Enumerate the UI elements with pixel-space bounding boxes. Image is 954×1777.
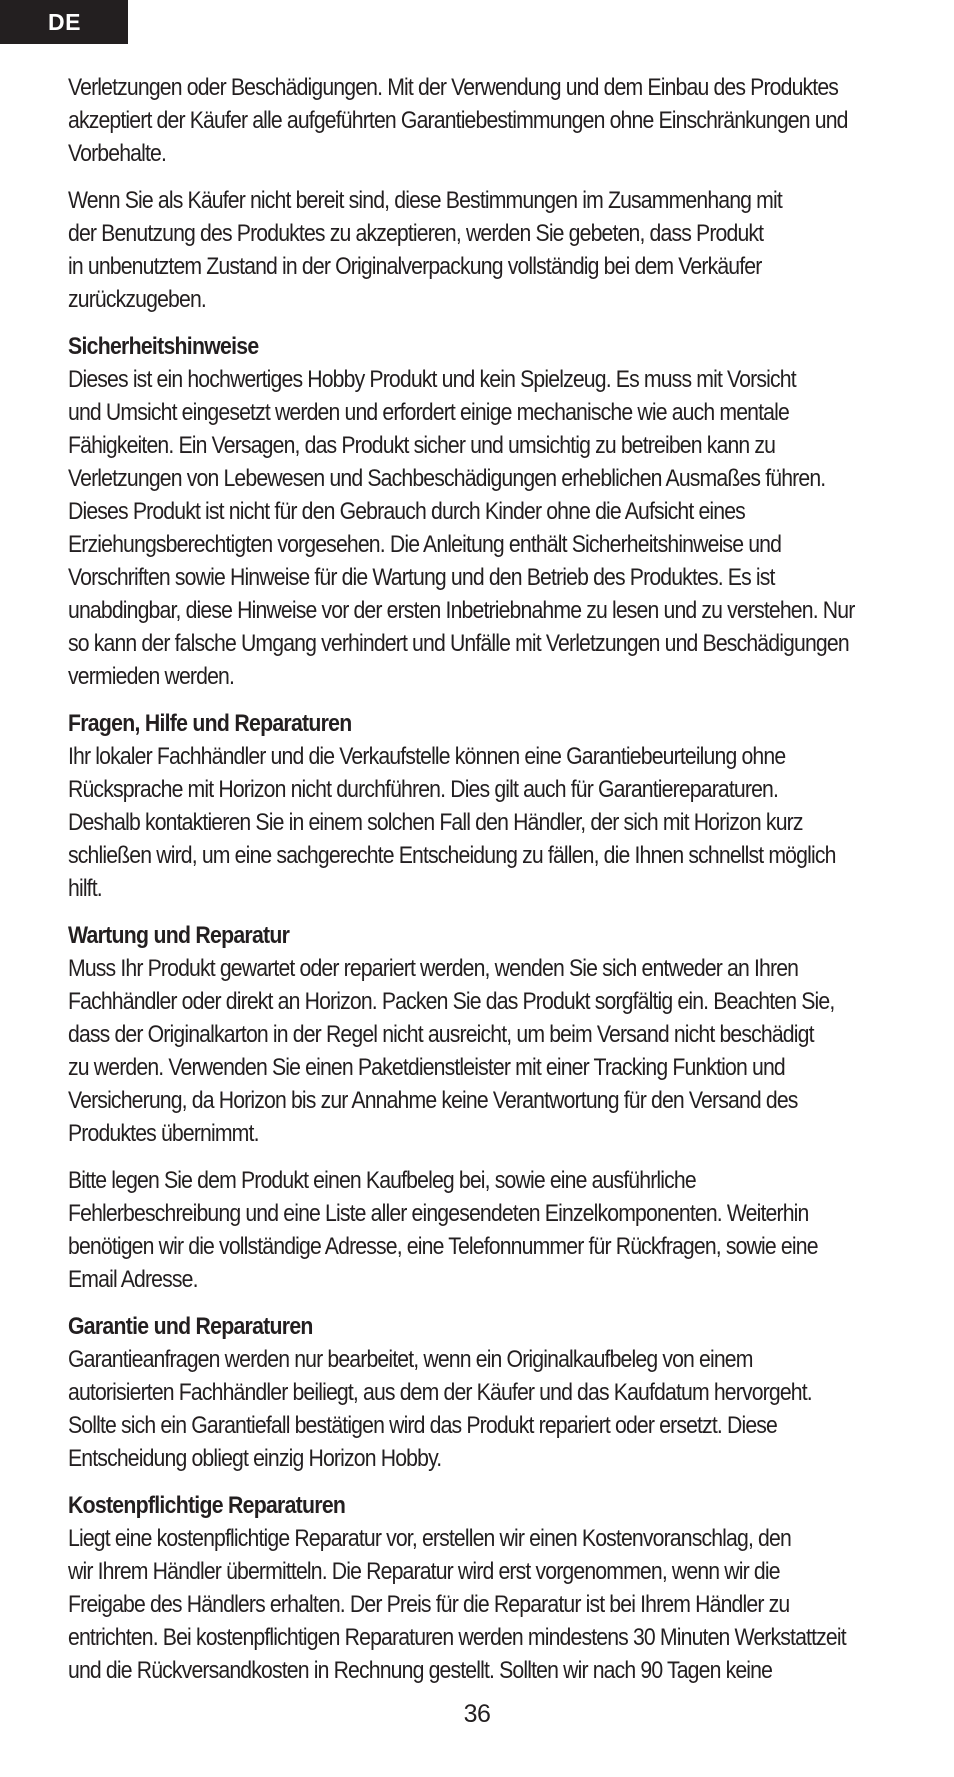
text-line: Fachhändler oder direkt an Horizon. Packen Sie das Produkt sorgfältig ein. Beachten Sie,: [68, 989, 835, 1015]
section-heading: Wartung und Reparatur: [68, 923, 290, 949]
paragraph-gap: [68, 1151, 898, 1165]
section-heading: Garantie und Reparaturen: [68, 1314, 313, 1340]
section: [68, 1311, 898, 1476]
text-line: und Umsicht eingesetzt werden und erfordert einige mechanische wie auch mentale: [68, 400, 789, 426]
text-line: Garantieanfragen werden nur bearbeitet, wenn ein Originalkaufbeleg von einem: [68, 1347, 753, 1373]
text-line: akzeptiert der Käufer alle aufgeführten Garantiebestimmungen ohne Einschränkungen und: [68, 108, 848, 134]
text-line: vermieden werden.: [68, 664, 235, 690]
paragraph-gap: [68, 171, 898, 185]
section-heading: Fragen, Hilfe und Reparaturen: [68, 711, 352, 737]
section: [68, 1490, 898, 1688]
text-line: der Benutzung des Produktes zu akzeptieren, werden Sie gebeten, dass Produkt: [68, 221, 764, 247]
section-gap: [68, 694, 898, 708]
text-line: Vorbehalte.: [68, 141, 167, 167]
text-line: Rücksprache mit Horizon nicht durchführen. Dies gilt auch für Garantiereparaturen.: [68, 777, 779, 803]
text-line: Dieses ist ein hochwertiges Hobby Produkt und kein Spielzeug. Es muss mit Vorsicht: [68, 367, 796, 393]
text-line: unabdingbar, diese Hinweise vor der ersten Inbetriebnahme zu lesen und zu verstehen. Nur: [68, 598, 855, 624]
section: [68, 708, 898, 906]
text-line: Sollte sich ein Garantiefall bestätigen wird das Produkt repariert oder ersetzt. Diese: [68, 1413, 778, 1439]
text-line: schließen wird, um eine sachgerechte Entscheidung zu fällen, die Ihnen schnellst möglich: [68, 843, 836, 869]
text-line: Vorschriften sowie Hinweise für die Wartung und den Betrieb des Produktes. Es ist: [68, 565, 775, 591]
text-line: und die Rückversandkosten in Rechnung gestellt. Sollten wir nach 90 Tagen keine: [68, 1658, 773, 1684]
section: [68, 331, 898, 694]
text-line: Entscheidung obliegt einzig Horizon Hobby.: [68, 1446, 442, 1472]
text-line: dass der Originalkarton in der Regel nicht ausreicht, um beim Versand nicht beschädigt: [68, 1022, 814, 1048]
text-line: Liegt eine kostenpflichtige Reparatur vor, erstellen wir einen Kostenvoranschlag, den: [68, 1526, 791, 1552]
section-gap: [68, 1297, 898, 1311]
text-line: Muss Ihr Produkt gewartet oder repariert werden, wenden Sie sich entweder an Ihren: [68, 956, 799, 982]
section-heading: Kostenpflichtige Reparaturen: [68, 1493, 346, 1519]
text-line: zu werden. Verwenden Sie einen Paketdienstleister mit einer Tracking Funktion und: [68, 1055, 785, 1081]
section: [68, 920, 898, 1297]
text-line: autorisierten Fachhändler beiliegt, aus dem der Käufer und das Kaufdatum hervorgeht.: [68, 1380, 812, 1406]
text-line: Dieses Produkt ist nicht für den Gebrauch durch Kinder ohne die Aufsicht eines: [68, 499, 745, 525]
text-line: Fähigkeiten. Ein Versagen, das Produkt sicher und umsichtig zu betreiben kann zu: [68, 433, 776, 459]
text-line: Produktes übernimmt.: [68, 1121, 259, 1147]
text-line: Freigabe des Händlers erhalten. Der Preis für die Reparatur ist bei Ihrem Händler zu: [68, 1592, 790, 1618]
page-number: 36: [463, 1700, 491, 1728]
text-line: Versicherung, da Horizon bis zur Annahme keine Verantwortung für den Versand des: [68, 1088, 798, 1114]
section-gap: [68, 1476, 898, 1490]
text-line: Verletzungen von Lebewesen und Sachbeschädigungen erheblichen Ausmaßes führen.: [68, 466, 826, 492]
text-line: Ihr lokaler Fachhändler und die Verkaufstelle können eine Garantiebeurteilung ohne: [68, 744, 786, 770]
text-line: Deshalb kontaktieren Sie in einem solchen Fall den Händler, der sich mit Horizon kurz: [68, 810, 803, 836]
language-tab: DE: [0, 0, 128, 44]
text-line: benötigen wir die vollständige Adresse, eine Telefonnummer für Rückfragen, sowie eine: [68, 1234, 818, 1260]
section-gap: [68, 317, 898, 331]
text-line: so kann der falsche Umgang verhindert und Unfälle mit Verletzungen und Beschädigungen: [68, 631, 849, 657]
text-line: zurückzugeben.: [68, 287, 206, 313]
text-line: Wenn Sie als Käufer nicht bereit sind, diese Bestimmungen im Zusammenhang mit: [68, 188, 782, 214]
text-line: hilft.: [68, 876, 102, 902]
section-gap: [68, 906, 898, 920]
text-line: Email Adresse.: [68, 1267, 198, 1293]
text-line: Bitte legen Sie dem Produkt einen Kaufbeleg bei, sowie eine ausführliche: [68, 1168, 696, 1194]
text-line: in unbenutztem Zustand in der Originalverpackung vollständig bei dem Verkäufer: [68, 254, 762, 280]
section-heading: Sicherheitshinweise: [68, 334, 259, 360]
section: [68, 72, 898, 317]
text-line: Verletzungen oder Beschädigungen. Mit der Verwendung und dem Einbau des Produktes: [68, 75, 839, 101]
text-line: entrichten. Bei kostenpflichtigen Reparaturen werden mindestens 30 Minuten Werkstattzeit: [68, 1625, 846, 1651]
text-line: Fehlerbeschreibung und eine Liste aller eingesendeten Einzelkomponenten. Weiterhin: [68, 1201, 809, 1227]
document-body: [68, 72, 898, 1688]
text-line: wir Ihrem Händler übermitteln. Die Reparatur wird erst vorgenommen, wenn wir die: [68, 1559, 780, 1585]
text-line: Erziehungsberechtigten vorgesehen. Die Anleitung enthält Sicherheitshinweise und: [68, 532, 782, 558]
